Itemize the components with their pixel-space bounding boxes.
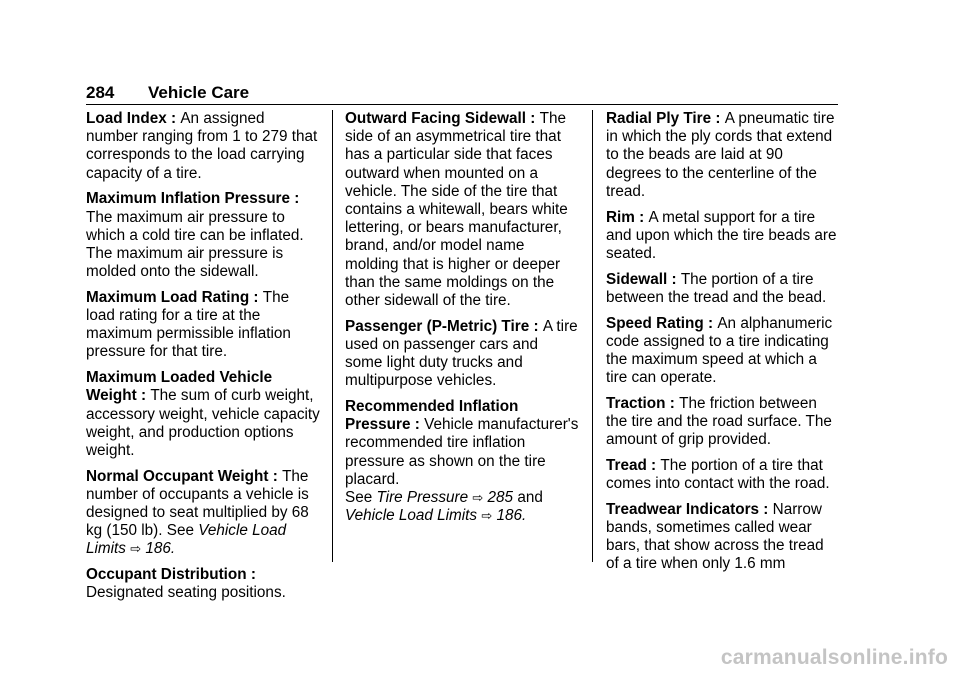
glossary-entry-tread <box>606 457 840 493</box>
entry-term: Traction <box>606 394 666 412</box>
glossary-entry-maximum-loaded-vehicle-weight <box>86 369 320 460</box>
cross-reference-page[interactable]: 186 <box>145 540 171 558</box>
glossary-entry-load-index <box>86 110 320 183</box>
term-separator: : <box>166 110 181 127</box>
column-1 <box>86 110 320 610</box>
reference-end: . <box>522 507 527 525</box>
term-separator: : <box>759 500 773 518</box>
entry-term: Outward Facing Sidewall <box>345 110 527 127</box>
entry-definition: The portion of a tire between the tread and the bead. <box>606 270 827 306</box>
term-separator: : <box>646 456 661 474</box>
glossary-entry-rim <box>606 209 840 264</box>
term-separator: : <box>526 110 540 127</box>
see-also-line <box>345 489 579 525</box>
cross-reference-link[interactable]: Tire Pressure <box>376 489 469 507</box>
page-arrow-icon: ⇨ <box>481 508 493 524</box>
entry-definition: Designated seating positions. <box>86 584 286 602</box>
entry-term: Tread <box>606 456 647 474</box>
glossary-entry-normal-occupant-weight <box>86 468 320 559</box>
page-header <box>86 82 838 104</box>
term-separator: : <box>246 566 256 584</box>
glossary-entry-sidewall <box>606 271 840 307</box>
entry-term: Radial Ply Tire <box>606 110 712 127</box>
page-arrow-icon: ⇨ <box>472 490 484 506</box>
term-separator: : <box>634 208 649 226</box>
term-separator: : <box>290 190 300 208</box>
reference-end: . <box>170 540 176 558</box>
entry-term: Maximum Inflation Pressure <box>86 190 291 208</box>
entry-term: Speed Rating <box>606 314 704 332</box>
glossary-entry-passenger-tire <box>345 318 579 391</box>
term-separator: : <box>529 317 543 335</box>
entry-definition: A tire used on passenger cars and some light duty trucks and multipurpose vehicles. <box>345 317 578 390</box>
entry-definition: The side of an asymmetrical tire that has a particular side that faces outward when mounted on a vehicle. The side of the tire that contains a whitewall, bears white lettering, or bears manufacturer, brand, and/or model name molding that is higher or deeper than the same moldings on the other sidewall of the tire. <box>345 110 568 310</box>
glossary-entry-recommended-inflation-pressure <box>345 398 579 489</box>
entry-term: Occupant Distribution <box>86 566 247 584</box>
entry-definition: An alphanumeric code assigned to a tire indicating the maximum speed at which a tire can operate. <box>606 314 833 387</box>
entry-term: Normal Occupant Weight <box>86 467 269 485</box>
column-divider-2 <box>592 110 593 562</box>
term-separator: : <box>136 387 151 405</box>
entry-definition: Vehicle manufacturer's recommended tire inflation pressure as shown on the tire placard. <box>345 416 579 488</box>
site-watermark: carmanualsonline.info <box>720 646 948 669</box>
entry-definition: A pneumatic tire in which the ply cords that extend to the beads are laid at 90 degrees to the centerline of the tread. <box>606 110 835 200</box>
page-arrow-icon: ⇨ <box>130 541 142 557</box>
cross-reference-page[interactable]: 285 <box>487 489 514 507</box>
section-title: Vehicle Care <box>148 83 250 102</box>
entry-term: Maximum Load Rating <box>86 288 250 306</box>
glossary-entry-speed-rating <box>606 315 840 388</box>
header-rule <box>86 104 838 105</box>
entry-term: Passenger (P-Metric) Tire <box>345 317 530 335</box>
page-number: 284 <box>86 83 115 102</box>
term-separator: : <box>665 394 680 412</box>
glossary-entry-occupant-distribution <box>86 566 320 602</box>
term-separator: : <box>703 314 718 332</box>
entry-term: Load Index <box>86 110 167 127</box>
term-separator: : <box>711 110 725 127</box>
entry-term: Recommended Inflation Pressure <box>345 398 519 434</box>
glossary-entry-treadwear-indicators <box>606 501 840 574</box>
entry-term: Treadwear Indicators <box>606 500 760 518</box>
entry-term: Maximum Loaded Vehicle Weight <box>86 369 273 405</box>
entry-definition: The maximum air pressure to which a cold tire can be inflated. The maximum air pressure is molded onto the sidewall. <box>86 208 304 281</box>
term-separator: : <box>410 416 425 434</box>
column-3 <box>606 110 840 581</box>
entry-definition: The friction between the tire and the road surface. The amount of grip provided. <box>606 394 832 449</box>
term-separator: : <box>667 270 681 288</box>
entry-term: Sidewall <box>606 270 668 288</box>
term-separator: : <box>268 467 283 485</box>
column-divider-1 <box>332 110 333 562</box>
cross-reference-link[interactable]: Vehicle Load Limits <box>345 507 478 525</box>
entry-definition: The number of occupants a vehicle is designed to seat multiplied by 68 kg (150 lb). See <box>86 467 309 540</box>
glossary-entry-radial-ply-tire <box>606 110 840 201</box>
column-2 <box>345 110 579 533</box>
entry-definition: The portion of a tire that comes into contact with the road. <box>606 456 830 493</box>
glossary-entry-maximum-load-rating <box>86 289 320 362</box>
see-label: See <box>345 489 377 507</box>
and-label: and <box>513 489 543 507</box>
cross-reference-page[interactable]: 186 <box>496 507 523 525</box>
entry-definition: The sum of curb weight, accessory weight, vehicle capacity weight, and production options weight. <box>86 387 320 459</box>
entry-definition: The load rating for a tire at the maximum permissible inflation pressure for that tire. <box>86 288 291 361</box>
glossary-entry-maximum-inflation-pressure <box>86 190 320 281</box>
entry-definition: Narrow bands, sometimes called wear bars, that show across the tread of a tire when only 1.6 mm <box>606 500 824 573</box>
glossary-entry-outward-facing-sidewall <box>345 110 579 310</box>
entry-definition: An assigned number ranging from 1 to 279 that corresponds to the load carrying capacity of a tire. <box>86 110 318 182</box>
entry-term: Rim <box>606 208 635 226</box>
cross-reference-link[interactable]: Vehicle Load Limits <box>86 522 287 558</box>
entry-definition: A metal support for a tire and upon which the tire beads are seated. <box>606 208 837 262</box>
glossary-entry-traction <box>606 395 840 450</box>
term-separator: : <box>249 288 263 306</box>
